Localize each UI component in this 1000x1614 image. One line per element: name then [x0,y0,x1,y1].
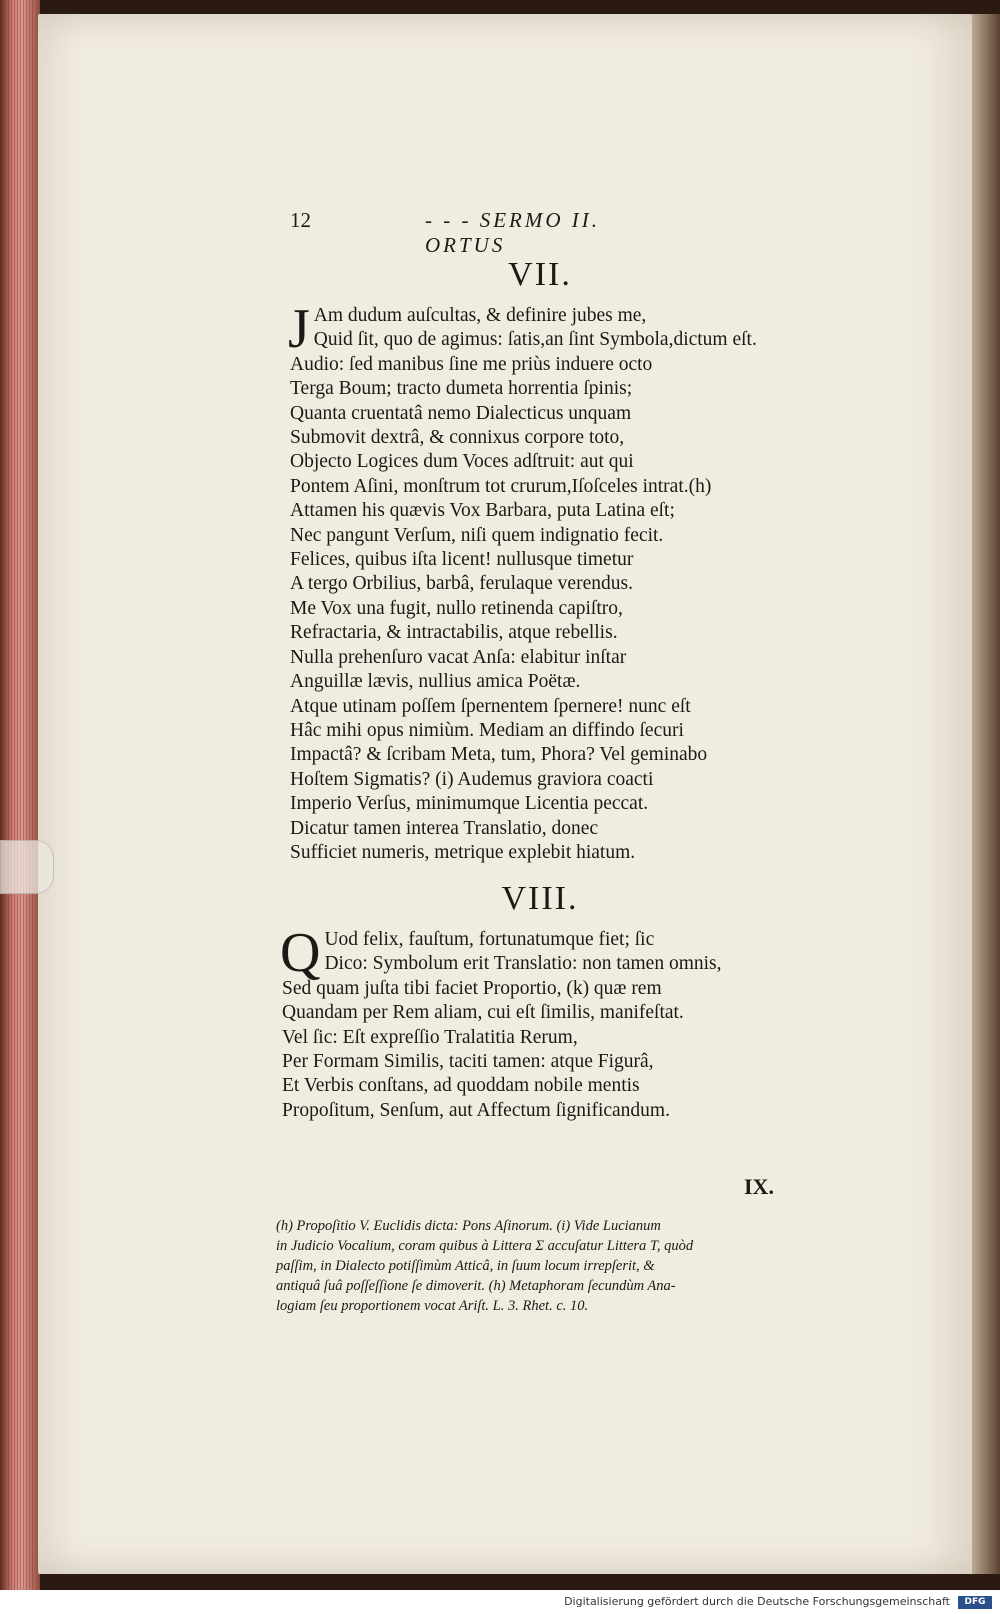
verse-line: Nec pangunt Verſum, niſi quem indignatio fecit. [290,524,664,546]
dropcap: Q [280,922,321,984]
footnote-line: paſſim, in Dialecto potiſſimùm Atticâ, in ſuum locum irrepſerit, & [276,1258,655,1274]
page-clip [0,840,54,894]
verse-line: Propoſitum, Senſum, aut Affectum ſignificandum. [282,1099,670,1121]
verse-line: Hoſtem Sigmatis? (i) Audemus graviora coacti [290,768,654,790]
footnotes [276,1216,796,1316]
section-title-viii: VIII. [501,880,579,917]
book-spine-shadow [972,14,1000,1574]
verse-line: Dicatur tamen interea Translatio, donec [290,817,599,839]
footnote-line: antiquâ ſuâ poſſeſſione ſe dimoverit. (h) Metaphoram ſecundùm Ana- [276,1278,676,1294]
verse-line: Imperio Verſus, minimumque Licentia peccat. [290,793,649,815]
verse-line: Quanta cruentatâ nemo Dialecticus unquam [290,402,632,424]
verse-line: Vel ſic: Eſt expreſſio Tralatitia Rerum, [282,1026,578,1048]
verse-line: Sed quam juſta tibi faciet Proportio, (k) quæ rem [282,977,662,999]
verse-line: Submovit dextrâ, & connixus corpore toto, [290,427,625,449]
page-number: 12 [290,208,311,232]
verse-line: Am dudum auſcultas, & definire jubes me, [313,305,647,326]
footnote-line: (h) Propoſitio V. Euclidis dicta: Pons Aſinorum. (i) Vide Lucianum [276,1218,661,1234]
section-title-vii: VII. [508,256,572,293]
verse-line: Quid ſit, quo de agimus: ſatis,an ſint Symbola,dictum eſt. [313,329,757,351]
footer-credit: Digitalisierung gefördert durch die Deutsche Forschungsgemeinschaft [564,1595,950,1608]
running-title: - - - SERMO II. ORTUS [425,208,601,257]
verse-line: Et Verbis conſtans, ad quoddam nobile mentis [282,1075,640,1097]
footnote-line: logiam ſeu proportionem vocat Ariſt. L. 3. Rhet. c. 10. [276,1298,589,1314]
verse-line: A tergo Orbilius, barbâ, ferulaque verendus. [290,573,633,595]
verse-line: Felices, quibus iſta licent! nullusque timetur [290,549,634,571]
verse-line: Quandam per Rem aliam, cui eſt ſimilis, manifeſtat. [282,1002,684,1024]
book-edge [0,0,40,1590]
verse-line: Atque utinam poſſem ſpernentem ſpernere! nunc eſt [290,695,691,717]
digitization-footer [0,1590,1000,1614]
verse-line: Dico: Symbolum erit Translatio: non tamen omnis, [324,953,722,975]
verse-line: Refractaria, & intractabilis, atque rebellis. [290,622,618,644]
verse-line: Terga Boum; tracto dumeta horrentia ſpinis; [290,378,633,400]
dropcap: J [288,298,310,360]
verse-line: Me Vox una fugit, nullo retinenda capiſtro, [290,597,623,619]
verse-line: Hâc mihi opus nimiùm. Mediam an diffindo ſecuri [290,719,684,741]
verse-block-vii [288,298,810,865]
catchword: IX. [744,1174,774,1199]
verse-line: Pontem Aſini, monſtrum tot crurum,Iſoſceles intrat.(h) [290,475,712,497]
verse-block-viii [280,922,802,1123]
verse-line: Per Formam Similis, taciti tamen: atque Figurâ, [282,1051,654,1073]
verse-line: Objecto Logices dum Voces adſtruit: aut qui [290,451,634,473]
verse-line: Impactâ? & ſcribam Meta, tum, Phora? Vel geminabo [290,744,708,766]
verse-line: Uod felix, fauſtum, fortunatumque fiet; ſic [324,929,655,950]
verse-line: Attamen his quævis Vox Barbara, puta Latina eſt; [290,500,675,522]
page-stack-lines [8,0,34,1590]
footnote-line: in Judicio Vocalium, coram quibus à Littera Σ accuſatur Littera T, quòd [276,1238,694,1254]
dfg-logo-icon: DFG [958,1596,992,1609]
verse-line: Nulla prehenſuro vacat Anſa: elabitur inſtar [290,646,627,668]
running-header [290,208,670,257]
verse-line: Sufficiet numeris, metrique explebit hiatum. [290,841,636,863]
verse-line: Audio: ſed manibus ſine me priùs induere octo [290,353,653,375]
verse-line: Anguillæ lævis, nullius amica Poëtæ. [290,671,581,693]
